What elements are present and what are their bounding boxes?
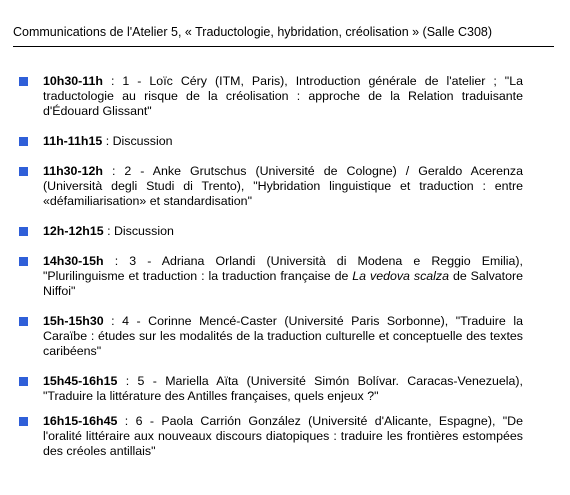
list-item bbox=[19, 254, 523, 299]
item-text bbox=[43, 134, 523, 149]
square-bullet-icon bbox=[19, 227, 28, 236]
list-item bbox=[19, 164, 523, 209]
time-slot: 14h30-15h bbox=[43, 254, 104, 268]
item-text bbox=[43, 414, 523, 459]
square-bullet-icon bbox=[19, 77, 28, 86]
list-item bbox=[19, 74, 523, 119]
list-item bbox=[19, 224, 523, 239]
item-description: : Discussion bbox=[103, 224, 174, 238]
time-slot: 12h-12h15 bbox=[43, 224, 104, 238]
list-item bbox=[19, 414, 523, 459]
item-text bbox=[43, 74, 523, 119]
square-bullet-icon bbox=[19, 417, 28, 426]
item-description-end: de Salvatore Niffoi" bbox=[43, 269, 524, 298]
item-description: : 1 - Loïc Céry (ITM, Paris), Introduction générale de l'atelier ; "La traductologie au risque de la créolisation : approche de la Relation traduisante d'Édouard Glissant" bbox=[43, 74, 523, 118]
page-title: Communications de l'Atelier 5, « Traductologie, hybridation, créolisation » (Salle C308) bbox=[13, 25, 493, 39]
item-description: : 6 - Paola Carrión González (Université d'Alicante, Espagne), "De l'oralité littéraire aux nouveaux discours diatopiques : traduire les frontières estompées des créoles antillais" bbox=[43, 414, 523, 458]
item-text bbox=[43, 164, 523, 209]
square-bullet-icon bbox=[19, 167, 28, 176]
time-slot: 11h30-12h bbox=[43, 164, 103, 178]
item-description: : Discussion bbox=[102, 134, 173, 148]
item-description: : 5 - Mariella Aïta (Université Simón Bolívar. Caracas-Venezuela), "Traduire la littérature des Antilles françaises, quels enjeux ?" bbox=[43, 374, 523, 403]
list-item bbox=[19, 134, 523, 149]
square-bullet-icon bbox=[19, 137, 28, 146]
item-text bbox=[43, 314, 523, 359]
time-slot: 11h-11h15 bbox=[43, 134, 103, 148]
book-title: La vedova scalza bbox=[352, 269, 450, 283]
square-bullet-icon bbox=[19, 377, 28, 386]
time-slot: 15h-15h30 bbox=[43, 314, 104, 328]
title-underline bbox=[13, 46, 554, 47]
time-slot: 10h30-11h bbox=[43, 74, 103, 88]
item-text bbox=[43, 224, 523, 239]
square-bullet-icon bbox=[19, 257, 28, 266]
item-description: : 4 - Corinne Mencé-Caster (Université Paris Sorbonne), "Traduire la Caraïbe : études sur les modalités de la traduction culturelle et conceptuelle des textes caribéens" bbox=[43, 314, 523, 358]
list-item bbox=[19, 314, 523, 359]
item-description: : 2 - Anke Grutschus (Université de Cologne) / Geraldo Acerenza (Università degli Studi di Trento), "Hybridation linguistique et traduction : entre «défamiliarisation» et standardisation" bbox=[43, 164, 523, 208]
list-item bbox=[19, 374, 523, 404]
item-text bbox=[43, 254, 523, 299]
item-description: : 3 - Adriana Orlandi (Università di Modena e Reggio Emilia), "Plurilinguisme et traduction : la traduction française de bbox=[43, 254, 523, 283]
time-slot: 16h15-16h45 bbox=[43, 414, 118, 428]
square-bullet-icon bbox=[19, 317, 28, 326]
time-slot: 15h45-16h15 bbox=[43, 374, 118, 388]
item-text bbox=[43, 374, 523, 404]
